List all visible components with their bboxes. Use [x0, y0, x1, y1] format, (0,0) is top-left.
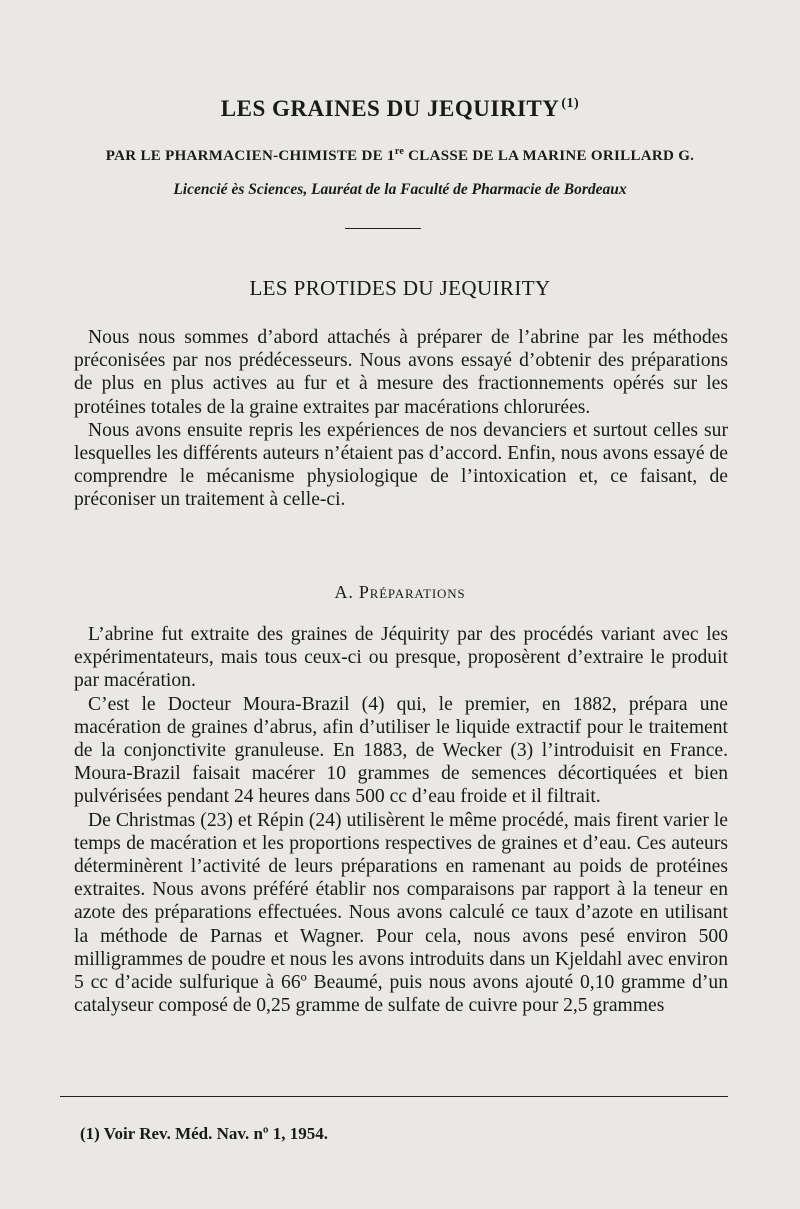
author-name: ORILLARD G.	[590, 148, 695, 164]
article-title-text: LES GRAINES DU JEQUIRITY	[220, 96, 560, 121]
paragraph: Nous nous sommes d’abord attachés à préparer de l’abrine par les méthodes préconisées par nos prédécesseurs. Nous avons essayé d’obtenir des préparations de plus en plus actives au fur et à mesure des fractionnements opérés sur les protéines totales de la graine extraites par macérations chlorurées.	[74, 327, 728, 418]
preparations-text	[74, 623, 728, 1017]
footnote-divider	[60, 1096, 728, 1097]
paragraph: L’abrine fut extraite des graines de Jéquirity par des procédés variant avec les expérimentateurs, mais tous ceux-ci ou presque, proposèrent d’extraire le produit par macération.	[74, 624, 728, 692]
title-footnote-marker[interactable]: (1)	[561, 96, 580, 111]
intro-text	[74, 326, 728, 512]
byline-ordinal: re	[394, 146, 405, 157]
author-credentials: Licencié ès Sciences, Lauréat de la Faculté de Pharmacie de Bordeaux	[173, 181, 627, 198]
author-byline	[0, 146, 800, 165]
section-heading: LES PROTIDES DU JEQUIRITY	[249, 276, 551, 300]
subsection-heading: A. Préparations	[334, 582, 466, 602]
paragraph: Nous avons ensuite repris les expériences de nos devanciers et surtout celles sur lesquelles les différents auteurs n’étaient pas d’accord. Enfin, nous avons essayé de comprendre le mécanisme physiologique de l’intoxication et, ce faisant, de préconiser un traitement à celle-ci.	[74, 419, 728, 511]
byline-prefix: PAR LE PHARMACIEN-CHIMISTE DE 1	[105, 148, 395, 164]
footnote: (1) Voir Rev. Méd. Nav. nº 1, 1954.	[80, 1124, 329, 1143]
byline-suffix: CLASSE DE LA MARINE	[404, 148, 587, 164]
paragraph: De Christmas (23) et Répin (24) utilisèrent le même procédé, mais firent varier le temps de macération et les proportions respectives de graines et d’eau. Ces auteurs déterminèrent l’activité de leurs préparations en ramenant au poids de protéines extraites. Nous avons préféré établir nos comparaisons par rapport à la teneur en azote des préparations effectuées. Nous avons calculé ce taux d’azote en utilisant la méthode de Parnas et Wagner. Pour cela, nous avons pesé environ 500 milligrammes de poudre et nous les avons introduits dans un Kjeldahl avec environ 5 cc d’acide sulfurique à 66º Beaumé, puis nous avons ajouté 0,10 gramme d’un catalyseur composé de 0,25 gramme de sulfate de cuivre pour 2,5 grammes	[74, 809, 728, 1017]
article-title	[0, 96, 800, 122]
paragraph: C’est le Docteur Moura-Brazil (4) qui, le premier, en 1882, prépara une macération de graines d’abrus, afin d’utiliser le liquide extractif pour le traitement de la conjonctivite granuleuse. En 1883, de Wecker (3) l’introduisit en France. Moura-Brazil faisait macérer 10 grammes de semences décortiquées et bien pulvérisées pendant 24 heures dans 500 cc d’eau froide et il filtrait.	[74, 693, 728, 808]
title-divider	[345, 228, 421, 229]
